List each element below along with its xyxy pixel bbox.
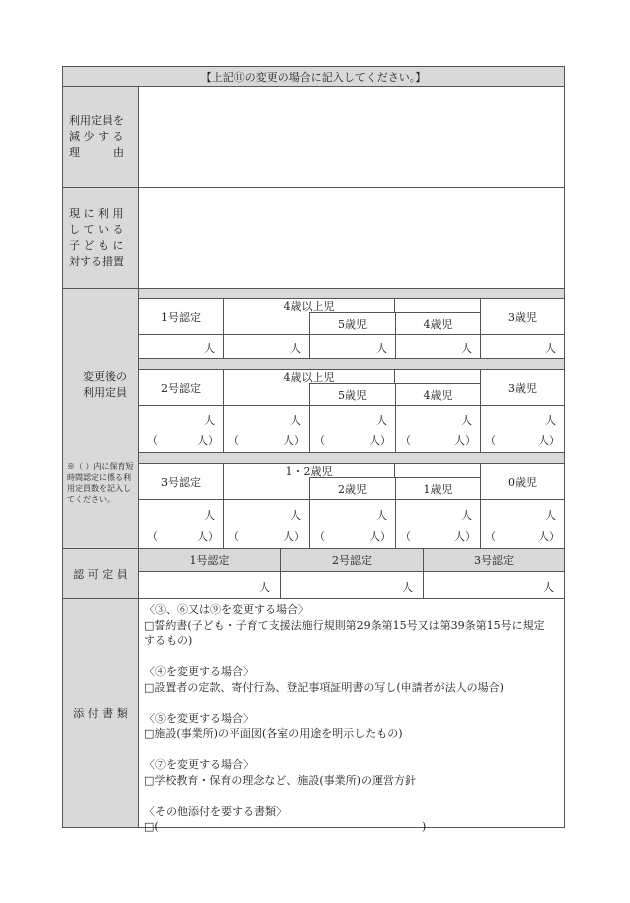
group1-right: 3歳児	[508, 310, 537, 324]
group2-name-cell	[138, 369, 224, 406]
group2-value-col1[interactable]	[309, 405, 396, 453]
group3-col2: 1歳児	[423, 482, 453, 496]
group1-name: 1号認定	[161, 310, 201, 324]
paren-open: （	[485, 434, 496, 447]
unit-label: 人	[376, 342, 387, 355]
approved-col1-value[interactable]	[138, 571, 281, 599]
form-header	[62, 66, 565, 87]
group1-col2: 4歳児	[423, 317, 453, 331]
attachments-list	[144, 602, 562, 835]
group1-name-cell	[138, 298, 224, 335]
attachment-line: するもの)	[144, 634, 193, 647]
unit-label: 人	[376, 414, 387, 427]
unit-label: 人	[204, 414, 215, 427]
group3-sub-fill	[223, 477, 310, 500]
group2-value-right[interactable]	[480, 405, 565, 453]
paren-close: 人）	[283, 530, 305, 543]
approved-col2-label: 2号認定	[332, 554, 372, 567]
group3-right-cell	[480, 463, 565, 500]
group3-col2-cell	[395, 477, 481, 500]
other-attachment-open: □(	[144, 820, 159, 833]
group1-right-cell	[480, 298, 565, 335]
paren-open: （	[147, 434, 158, 447]
group2-col2-cell	[395, 383, 481, 406]
approved-col1-head	[138, 548, 281, 572]
unit-label: 人	[402, 581, 413, 594]
unit-label: 人	[461, 509, 472, 522]
reason-label-cell	[62, 86, 139, 188]
paren-open: （	[485, 530, 496, 543]
unit-label: 人	[204, 342, 215, 355]
paren-close: 人）	[538, 434, 560, 447]
measures-label-line: 子 ど も に	[69, 239, 124, 252]
unit-label: 人	[545, 342, 556, 355]
group3-name: 3号認定	[161, 475, 201, 489]
group2-col1-cell	[309, 383, 396, 406]
group1-value-right[interactable]	[480, 334, 565, 359]
approved-label: 認 可 定 員	[73, 567, 128, 581]
attachment-checkbox-item[interactable]: □設置者の定款、寄付行為、登記事項証明書の写し(申請者が法人の場合)	[144, 680, 504, 694]
group3-value-col2[interactable]	[395, 499, 481, 549]
unit-label: 人	[204, 509, 215, 522]
group1-col2-cell	[395, 312, 481, 335]
group2-name: 2号認定	[161, 381, 201, 395]
attachments-label: 添 付 書 類	[73, 707, 128, 720]
group2-right-cell	[480, 369, 565, 406]
attachment-heading: 〈⑦を変更する場合〉	[144, 758, 254, 771]
attachment-spacer	[144, 788, 562, 804]
attachment-heading: 〈⑤を変更する場合〉	[144, 711, 254, 725]
approved-col3-value[interactable]	[423, 571, 565, 599]
reason-label	[69, 113, 139, 161]
attachment-spacer	[144, 695, 562, 711]
paren-close: 人）	[197, 530, 219, 543]
unit-label: 人	[545, 414, 556, 427]
unit-label: 人	[290, 509, 301, 522]
attachment-heading: 〈その他添付を要する書類〉	[144, 804, 287, 818]
approved-col2-head	[280, 548, 424, 572]
paren-close: 人）	[197, 434, 219, 447]
after-label-line: 利用定員	[83, 386, 127, 399]
reason-input[interactable]	[138, 86, 565, 188]
approved-col3-head	[423, 548, 565, 572]
reason-label-line: 理 由	[69, 146, 124, 159]
attachment-heading: 〈③、⑥又は⑨を変更する場合〉	[144, 603, 309, 616]
paren-close: 人）	[538, 530, 560, 543]
group1-value-total[interactable]	[138, 334, 224, 359]
group3-value-sub[interactable]	[223, 499, 310, 549]
group2-right: 3歳児	[508, 381, 537, 395]
paren-open: （	[314, 530, 325, 543]
other-attachment-field[interactable]	[144, 819, 562, 835]
group2-col1: 5歳児	[338, 388, 367, 402]
paren-close: 人）	[369, 434, 391, 447]
group3-sub-cell	[223, 463, 395, 477]
group3-right: 0歳児	[508, 475, 537, 489]
measures-label-line: 現 に 利 用	[69, 207, 124, 220]
group3-name-cell	[138, 463, 224, 500]
unit-label: 人	[376, 509, 387, 522]
unit-label: 人	[543, 581, 554, 594]
after-note: ※（ ）内に保育短時間認定に係る利用定員数を記入してください。	[67, 462, 134, 504]
group1-col1: 5歳児	[338, 317, 367, 331]
paren-open: （	[228, 530, 239, 543]
group1-col1-cell	[309, 312, 396, 335]
paren-close: 人）	[369, 530, 391, 543]
paren-open: （	[314, 434, 325, 447]
reason-label-line: 減 少 す る	[69, 130, 124, 143]
attachment-spacer	[144, 649, 562, 665]
measures-label	[69, 206, 139, 270]
group3-sub: 1・2歳児	[285, 464, 333, 478]
form-header-text: 【上記⑪の変更の場合に記入してください。】	[200, 70, 427, 84]
group1-sub-cell	[223, 298, 395, 312]
group1-sub: 4歳以上児	[283, 299, 335, 313]
measures-label-cell	[62, 187, 139, 289]
group1-value-sub[interactable]	[223, 334, 310, 359]
paren-close: 人）	[454, 530, 476, 543]
group1-value-col1[interactable]	[309, 334, 396, 359]
group2-sub-fill	[223, 383, 310, 406]
group2-col2: 4歳児	[423, 388, 453, 402]
unit-label: 人	[545, 509, 556, 522]
paren-open: （	[400, 530, 411, 543]
approved-label-cell	[62, 548, 139, 599]
approved-col2-value[interactable]	[280, 571, 424, 599]
after-label-cell	[62, 288, 139, 549]
group3-value-total[interactable]	[138, 499, 224, 549]
group3-value-col1[interactable]	[309, 499, 396, 549]
unit-label: 人	[461, 342, 472, 355]
paren-open: （	[147, 530, 158, 543]
attachment-checkbox-item[interactable]: □学校教育・保育の理念など、施設(事業所)の運営方針	[144, 773, 416, 787]
attachment-heading: 〈④を変更する場合〉	[144, 665, 254, 678]
attachments-label-cell	[62, 598, 139, 828]
after-label-line: 変更後の	[83, 370, 127, 383]
measures-input[interactable]	[138, 187, 565, 289]
attachments-body	[138, 598, 565, 833]
paren-open: （	[400, 434, 411, 447]
paren-close: 人）	[283, 434, 305, 447]
unit-label: 人	[259, 581, 270, 594]
paren-close: 人）	[454, 434, 476, 447]
group3-col1: 2歳児	[338, 482, 367, 496]
group2-value-total[interactable]	[138, 405, 224, 453]
group2-sub-cell	[223, 369, 395, 383]
attachment-checkbox-item[interactable]: □施設(事業所)の平面図(各室の用途を明示したもの)	[144, 727, 403, 740]
group3-value-right[interactable]	[480, 499, 565, 549]
group1-value-col2[interactable]	[395, 334, 481, 359]
unit-label: 人	[290, 414, 301, 427]
paren-open: （	[228, 434, 239, 447]
other-attachment-close: )	[422, 820, 427, 833]
approved-col1-label: 1号認定	[189, 554, 230, 567]
attachment-checkbox-item[interactable]: □誓約書(子ども・子育て支援法施行規則第29条第15号又は第39条第15号に規定	[144, 618, 545, 632]
unit-label: 人	[290, 342, 301, 355]
group2-sub: 4歳以上児	[283, 370, 335, 384]
after-label	[73, 369, 137, 401]
unit-label: 人	[461, 414, 472, 427]
approved-col3-label: 3号認定	[474, 554, 514, 567]
group2-value-col2[interactable]	[395, 405, 481, 453]
group1-sub-fill	[223, 312, 310, 335]
group3-col1-cell	[309, 477, 396, 500]
reason-label-line: 利用定員を	[69, 114, 124, 127]
group2-value-sub[interactable]	[223, 405, 310, 453]
attachment-spacer	[144, 742, 562, 758]
measures-label-line: 対する措置	[69, 255, 124, 268]
measures-label-line: し て い る	[69, 223, 124, 236]
